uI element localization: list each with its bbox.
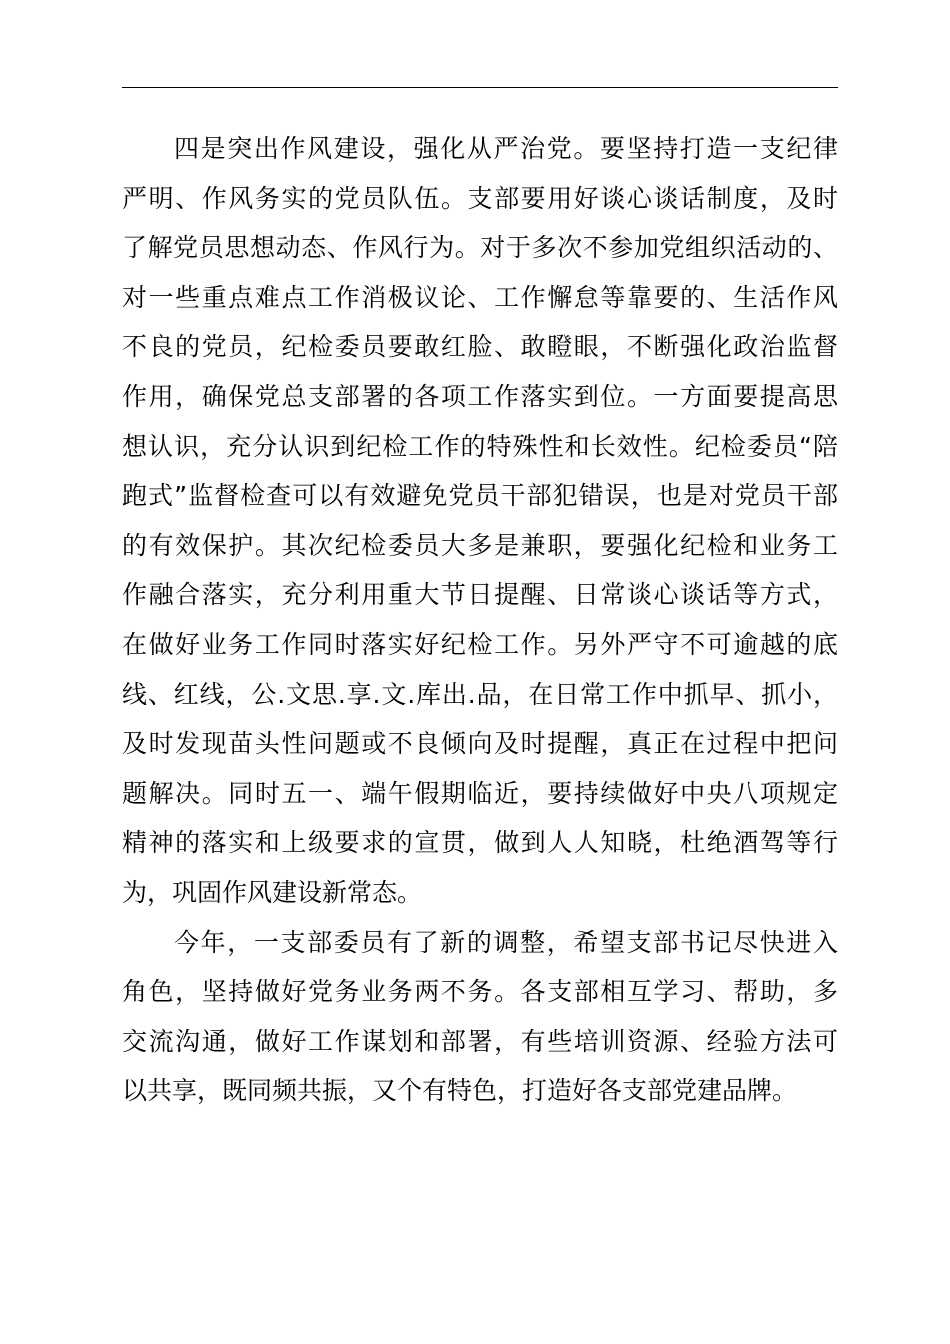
paragraph-line: 四是突出作风建设，强化从严治党。要坚持打造一支纪律 bbox=[174, 134, 838, 163]
paragraph-line: 角色，坚持做好党务业务两不务。各支部相互学习、帮助，多 bbox=[122, 977, 838, 1007]
body-text bbox=[122, 124, 838, 1116]
paragraph-line: 想认识，充分认识到纪检工作的特殊性和长效性。纪检委员“陪 bbox=[122, 431, 838, 461]
paragraph-line: 题解决。同时五一、端午假期临近，要持续做好中央八项规定 bbox=[122, 778, 838, 808]
paragraph-line: 在做好业务工作同时落实好纪检工作。另外严守不可逾越的底 bbox=[122, 629, 838, 659]
header-rule bbox=[122, 87, 838, 88]
paragraph-line: 作融合落实，充分利用重大节日提醒、日常谈心谈话等方式， bbox=[122, 580, 838, 610]
paragraph-line: 今年，一支部委员有了新的调整，希望支部书记尽快进入 bbox=[174, 927, 838, 957]
paragraph-1 bbox=[122, 124, 838, 918]
paragraph-line: 作用，确保党总支部署的各项工作落实到位。一方面要提高思 bbox=[122, 381, 838, 411]
paragraph-line: 的有效保护。其次纪检委员大多是兼职，要强化纪检和业务工 bbox=[122, 530, 838, 560]
paragraph-line: 不良的党员，纪检委员要敢红脸、敢瞪眼，不断强化政治监督 bbox=[122, 332, 838, 362]
paragraph-line: 对一些重点难点工作消极议论、工作懈怠等靠要的、生活作风 bbox=[122, 282, 838, 312]
paragraph-line: 严明、作风务实的党员队伍。支部要用好谈心谈话制度，及时 bbox=[122, 183, 838, 213]
paragraph-line: 及时发现苗头性问题或不良倾向及时提醒，真正在过程中把问 bbox=[122, 729, 838, 759]
paragraph-line: 线、红线，公.文思.享.文.库出.品，在日常工作中抓早、抓小， bbox=[122, 679, 838, 709]
paragraph-line: 交流沟通，做好工作谋划和部署，有些培训资源、经验方法可 bbox=[122, 1026, 838, 1056]
paragraph-2 bbox=[122, 918, 838, 1116]
paragraph-line: 跑式”监督检查可以有效避免党员干部犯错误，也是对党员干部 bbox=[122, 481, 838, 511]
paragraph-line: 了解党员思想动态、作风行为。对于多次不参加党组织活动的、 bbox=[122, 233, 838, 263]
paragraph-line: 精神的落实和上级要求的宣贯，做到人人知晓，杜绝酒驾等行 bbox=[122, 828, 838, 858]
paragraph-line: 以共享，既同频共振，又个有特色，打造好各支部党建品牌。 bbox=[122, 1076, 798, 1106]
paragraph-line: 为，巩固作风建设新常态。 bbox=[122, 877, 423, 907]
